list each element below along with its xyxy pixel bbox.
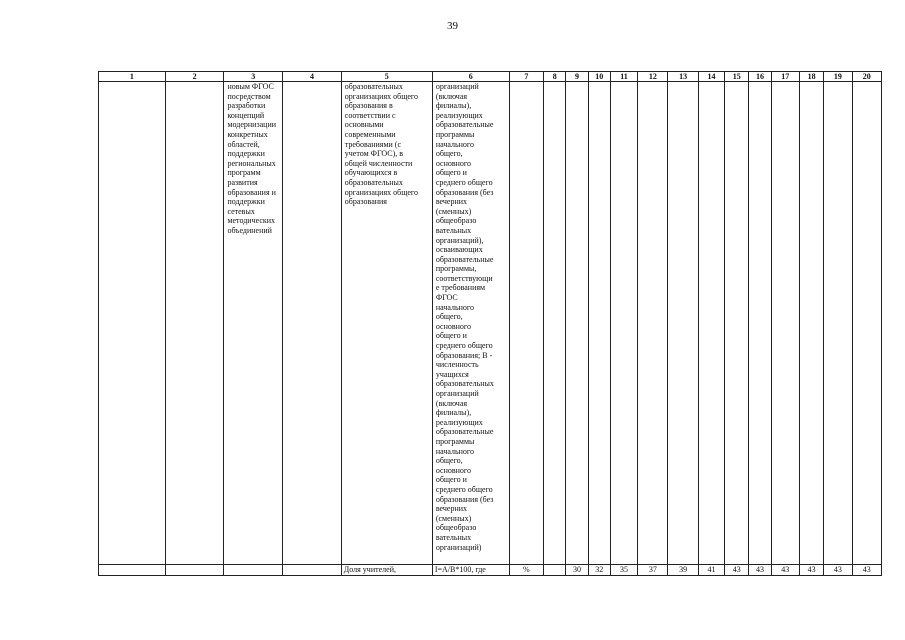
text-line: общего, bbox=[435, 149, 463, 159]
value-cell: 43 bbox=[771, 565, 799, 576]
text-line: образования (без bbox=[435, 494, 494, 504]
page-number: 39 bbox=[447, 20, 458, 32]
text-line: образовательные bbox=[435, 254, 494, 264]
text-line: областей, bbox=[227, 139, 260, 149]
column-header: 5 bbox=[341, 72, 432, 82]
value-cell: 43 bbox=[852, 565, 881, 576]
text-line: общеобразо bbox=[435, 523, 477, 533]
table-cell bbox=[165, 82, 224, 565]
text-line: основного bbox=[435, 158, 471, 168]
text-line: начального bbox=[435, 302, 474, 312]
indicator-name-cell bbox=[341, 82, 432, 565]
value-cell: 41 bbox=[698, 565, 724, 576]
text-line: соответствующи bbox=[435, 273, 493, 283]
text-line: е требованиям bbox=[435, 283, 486, 293]
value-cell: 30 bbox=[566, 565, 588, 576]
table-row bbox=[99, 82, 882, 565]
column-header: 3 bbox=[224, 72, 283, 82]
text-line: общего и bbox=[435, 168, 467, 178]
text-line: образования (без bbox=[435, 187, 494, 197]
value-cell: 43 bbox=[799, 565, 823, 576]
column-header: 15 bbox=[725, 72, 749, 82]
column-header: 9 bbox=[566, 72, 588, 82]
text-line: основного bbox=[435, 465, 471, 475]
table-cell bbox=[544, 82, 566, 565]
text-line: современными bbox=[344, 129, 396, 139]
table-cell bbox=[99, 565, 166, 576]
text-line: образовательные bbox=[435, 427, 494, 437]
text-line: (сменных) bbox=[435, 206, 472, 216]
text-line: вательных bbox=[435, 225, 472, 235]
text-line: поддержки bbox=[227, 197, 265, 207]
text-line: новым ФГОС bbox=[227, 82, 274, 91]
text-line: (включая bbox=[435, 91, 468, 101]
text-line: филиалы), bbox=[435, 408, 472, 418]
column-header: 19 bbox=[824, 72, 852, 82]
unit-cell: % bbox=[509, 565, 543, 576]
column-header: 14 bbox=[698, 72, 724, 82]
table-cell bbox=[283, 565, 342, 576]
text-line: вательных bbox=[435, 532, 472, 542]
table-cell bbox=[509, 82, 543, 565]
text-line: образовательных bbox=[344, 177, 403, 187]
column-header: 6 bbox=[432, 72, 509, 82]
text-line: обучающихся в bbox=[344, 168, 398, 178]
text-line: образования и bbox=[227, 187, 276, 197]
table-cell bbox=[610, 82, 637, 565]
text-line: вечерних bbox=[435, 197, 468, 207]
text-line: (сменных) bbox=[435, 513, 472, 523]
text-line: программы bbox=[435, 436, 475, 446]
table-cell bbox=[224, 565, 283, 576]
table-cell bbox=[824, 82, 852, 565]
text-line: общего и bbox=[435, 475, 467, 485]
text-line: (включая bbox=[435, 398, 468, 408]
table-cell bbox=[852, 82, 881, 565]
text-line: основного bbox=[435, 321, 471, 331]
column-header: 4 bbox=[283, 72, 342, 82]
text-line: общего и bbox=[435, 331, 467, 341]
table-row bbox=[99, 565, 882, 576]
text-line: общей численности bbox=[344, 158, 413, 168]
text-line: посредством bbox=[227, 91, 271, 101]
formula-cell bbox=[432, 82, 509, 565]
text-line: объединений bbox=[227, 225, 272, 235]
value-cell: 35 bbox=[610, 565, 637, 576]
text-line: реализующих bbox=[435, 110, 483, 120]
text-line: образования; В - bbox=[435, 350, 493, 360]
table-cell bbox=[544, 565, 566, 576]
header-row bbox=[99, 72, 882, 82]
table-cell bbox=[799, 82, 823, 565]
table-cell bbox=[283, 82, 342, 565]
text-line: конкретных bbox=[227, 129, 268, 139]
column-header: 1 bbox=[99, 72, 166, 82]
text-line: образования в bbox=[344, 101, 393, 111]
value-cell: 37 bbox=[638, 565, 668, 576]
text-line: организаций bbox=[435, 82, 479, 91]
table-cell bbox=[749, 82, 771, 565]
text-line: ФГОС bbox=[435, 293, 458, 303]
formula-cell: I=A/B*100, где bbox=[432, 565, 509, 576]
text-line: организаций) bbox=[435, 542, 482, 552]
indicator-table bbox=[98, 71, 882, 576]
text-line: программ bbox=[227, 168, 261, 178]
text-line: поддержки bbox=[227, 149, 265, 159]
text-line: сетевых bbox=[227, 206, 255, 216]
value-cell: 39 bbox=[668, 565, 698, 576]
value-cell: 43 bbox=[725, 565, 749, 576]
text-line: развития bbox=[227, 177, 258, 187]
table-cell bbox=[698, 82, 724, 565]
text-line: организаций), bbox=[435, 235, 484, 245]
table-cell bbox=[588, 82, 610, 565]
text-line: разработки bbox=[227, 101, 266, 111]
text-line: среднего общего bbox=[435, 341, 493, 351]
value-cell: 43 bbox=[824, 565, 852, 576]
text-line: филиалы), bbox=[435, 101, 472, 111]
column-header: 20 bbox=[852, 72, 881, 82]
text-line: концепций bbox=[227, 110, 265, 120]
text-line: региональных bbox=[227, 158, 276, 168]
text-line: среднего общего bbox=[435, 484, 493, 494]
text-line: модернизации bbox=[227, 120, 277, 130]
text-line: среднего общего bbox=[435, 177, 493, 187]
text-line: численность bbox=[435, 360, 479, 370]
table-cell bbox=[668, 82, 698, 565]
table-cell bbox=[99, 82, 166, 565]
text-line: методических bbox=[227, 216, 276, 226]
text-line: образования bbox=[344, 197, 387, 207]
indicator-name-cell: Доля учителей, bbox=[341, 565, 432, 576]
text-line: организациях общего bbox=[344, 187, 418, 197]
text-line: учетом ФГОС), в bbox=[344, 149, 404, 159]
value-cell: 32 bbox=[588, 565, 610, 576]
text-line: программы bbox=[435, 129, 475, 139]
text-line: образовательные bbox=[435, 120, 494, 130]
table-cell bbox=[638, 82, 668, 565]
column-header: 8 bbox=[544, 72, 566, 82]
table-cell bbox=[165, 565, 224, 576]
text-line: программы, bbox=[435, 264, 477, 274]
text-line: требованиями (с bbox=[344, 139, 402, 149]
goal-text-cell bbox=[224, 82, 283, 565]
column-header: 18 bbox=[799, 72, 823, 82]
text-line: организаций bbox=[435, 389, 479, 398]
text-line: основными bbox=[344, 120, 384, 130]
value-cell: 43 bbox=[749, 565, 771, 576]
text-line: начального bbox=[435, 139, 474, 149]
column-header: 13 bbox=[668, 72, 698, 82]
text-line: образовательных bbox=[344, 82, 403, 91]
text-line: общего, bbox=[435, 456, 463, 466]
text-line: учащихся bbox=[435, 369, 469, 379]
column-header: 10 bbox=[588, 72, 610, 82]
column-header: 11 bbox=[610, 72, 637, 82]
text-line: реализующих bbox=[435, 417, 483, 427]
table-cell bbox=[771, 82, 799, 565]
text-line: организациях общего bbox=[344, 91, 418, 101]
text-line: соответствии с bbox=[344, 110, 396, 120]
column-header: 2 bbox=[165, 72, 224, 82]
text-line: общего, bbox=[435, 312, 463, 322]
column-header: 12 bbox=[638, 72, 668, 82]
text-line: осваивающих bbox=[435, 245, 483, 255]
text-line: общеобразо bbox=[435, 216, 477, 226]
text-line: начального bbox=[435, 446, 474, 456]
column-header: 7 bbox=[509, 72, 543, 82]
column-header: 16 bbox=[749, 72, 771, 82]
column-header: 17 bbox=[771, 72, 799, 82]
table-cell bbox=[566, 82, 588, 565]
text-line: вечерних bbox=[435, 504, 468, 514]
table-cell bbox=[725, 82, 749, 565]
text-line: образовательных bbox=[435, 379, 494, 389]
